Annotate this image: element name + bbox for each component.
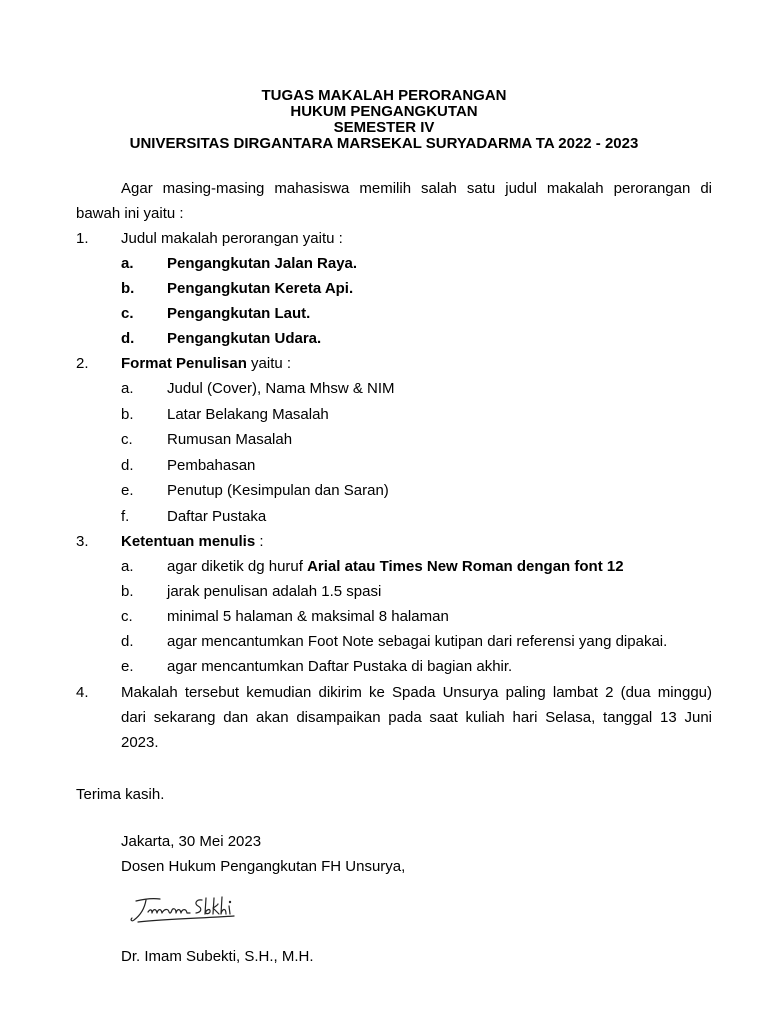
signer-role: Dosen Hukum Pengangkutan FH Unsurya, — [121, 858, 406, 875]
section-2-bold: Format Penulisan — [121, 355, 247, 372]
item-letter: c. — [121, 305, 134, 322]
item-letter: b. — [121, 406, 134, 423]
item-letter: b. — [121, 280, 135, 297]
place-date: Jakarta, 30 Mei 2023 — [121, 833, 262, 850]
item-text: jarak penulisan adalah 1.5 spasi — [167, 583, 382, 600]
section-3-rest: : — [255, 533, 264, 550]
section-1-number: 1. — [76, 230, 89, 247]
section-2-heading — [121, 355, 291, 372]
item-letter: d. — [121, 633, 134, 650]
item-text: Daftar Pustaka — [167, 508, 267, 525]
section-1-text: Judul makalah perorangan yaitu : — [121, 230, 343, 247]
item-text: Pengangkutan Laut. — [167, 305, 311, 322]
item-text: Pengangkutan Kereta Api. — [167, 280, 354, 297]
item-a-prefix: agar diketik dg huruf — [167, 558, 308, 575]
item-text: Pengangkutan Udara. — [167, 330, 322, 347]
title-line-4: UNIVERSITAS DIRGANTARA MARSEKAL SURYADARMA TA 2022 - 2023 — [129, 135, 639, 152]
section-3-bold: Ketentuan menulis — [121, 533, 256, 550]
item-letter: a. — [121, 380, 134, 397]
item-text: Penutup (Kesimpulan dan Saran) — [167, 482, 389, 499]
section-4-number: 4. — [76, 684, 89, 701]
item-letter: e. — [121, 658, 134, 675]
item-text: minimal 5 halaman & maksimal 8 halaman — [167, 608, 449, 625]
item-text: Rumusan Masalah — [167, 431, 293, 448]
title-line-3: SEMESTER IV — [333, 119, 435, 136]
item-letter: d. — [121, 457, 134, 474]
section-4-line-1: Makalah tersebut kemudian dikirim ke Spada Unsurya paling lambat 2 (dua minggu) — [121, 684, 712, 701]
item-a-bold: Arial atau Times New Roman dengan font 12 — [307, 558, 624, 575]
item-text — [167, 558, 624, 575]
section-4-line-2: dari sekarang dan akan disampaikan pada saat kuliah hari Selasa, tanggal 13 Juni — [121, 709, 712, 726]
item-letter: d. — [121, 330, 135, 347]
item-letter: b. — [121, 583, 134, 600]
title-line-1: TUGAS MAKALAH PERORANGAN — [261, 87, 507, 104]
item-letter: a. — [121, 255, 134, 272]
item-letter: c. — [121, 608, 133, 625]
intro-line-2: bawah ini yaitu : — [76, 205, 184, 222]
closing-text: Terima kasih. — [76, 786, 165, 803]
item-text: Latar Belakang Masalah — [167, 406, 329, 423]
item-text: Pengangkutan Jalan Raya. — [167, 255, 358, 272]
signer-name: Dr. Imam Subekti, S.H., M.H. — [121, 948, 314, 965]
item-letter: a. — [121, 558, 134, 575]
item-letter: e. — [121, 482, 134, 499]
title-line-2: HUKUM PENGANGKUTAN — [290, 103, 478, 120]
item-letter: c. — [121, 431, 133, 448]
item-text: Pembahasan — [167, 457, 256, 474]
section-2-rest: yaitu : — [246, 355, 292, 372]
section-4-line-3: 2023. — [121, 734, 159, 751]
item-text: agar mencantumkan Foot Note sebagai kutipan dari referensi yang dipakai. — [167, 633, 668, 650]
section-3-number: 3. — [76, 533, 89, 550]
item-text: agar mencantumkan Daftar Pustaka di bagian akhir. — [167, 658, 513, 675]
section-2-number: 2. — [76, 355, 89, 372]
intro-line-1: Agar masing-masing mahasiswa memilih salah satu judul makalah perorangan di — [121, 180, 712, 197]
item-text: Judul (Cover), Nama Mhsw & NIM — [167, 380, 395, 397]
handwritten-signature — [126, 892, 238, 926]
item-letter: f. — [121, 508, 130, 525]
section-3-heading — [121, 533, 264, 550]
